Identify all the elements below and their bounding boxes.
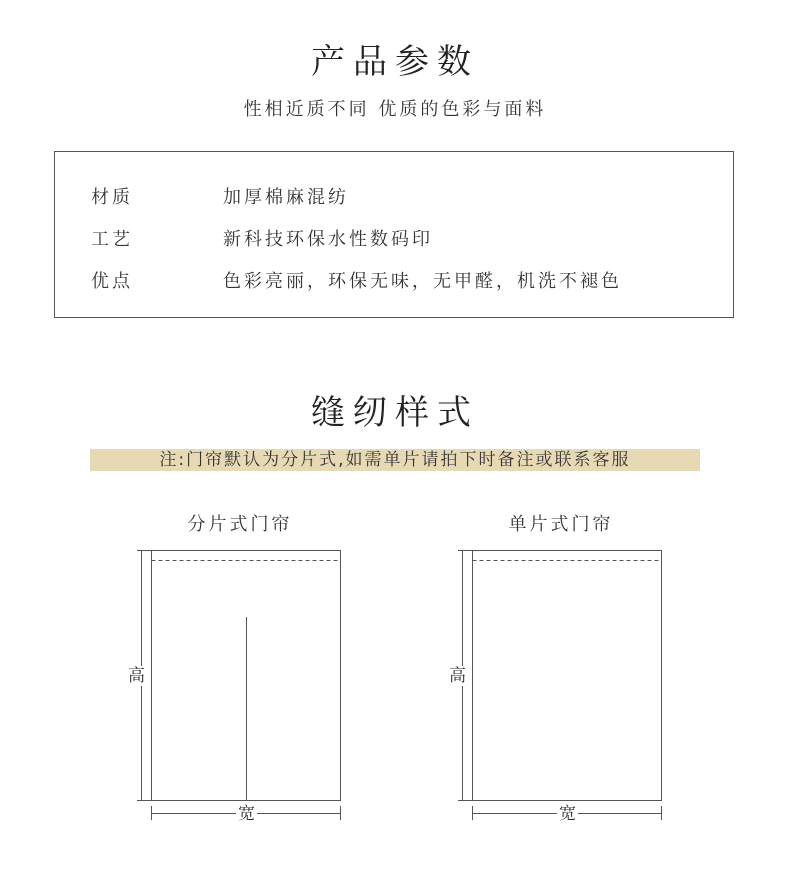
single-curtain-label: 单片式门帘	[508, 514, 614, 535]
param-value: 色彩亮丽，环保无味，无甲醛，机洗不褪色	[223, 271, 622, 292]
section-title-params: 产品参数	[311, 42, 479, 82]
section-title-sewing: 缝纫样式	[311, 393, 479, 433]
param-value: 加厚棉麻混纺	[223, 187, 349, 208]
param-label: 材质	[91, 187, 133, 208]
split-curtain-label: 分片式门帘	[187, 514, 293, 535]
param-label: 优点	[91, 271, 133, 292]
split-width-label: 宽	[238, 804, 255, 824]
section-subtitle-params: 性相近质不同 优质的色彩与面料	[243, 99, 547, 120]
single-curtain-diagram	[458, 550, 662, 820]
single-width-label: 宽	[559, 804, 576, 824]
param-label: 工艺	[91, 229, 133, 250]
sewing-note: 注:门帘默认为分片式,如需单片请拍下时备注或联系客服	[90, 449, 700, 471]
single-curtain-outline	[473, 551, 662, 801]
param-value: 新科技环保水性数码印	[223, 229, 433, 250]
split-height-label: 高	[128, 666, 145, 686]
single-height-label: 高	[449, 666, 466, 686]
split-curtain-diagram	[137, 550, 341, 820]
